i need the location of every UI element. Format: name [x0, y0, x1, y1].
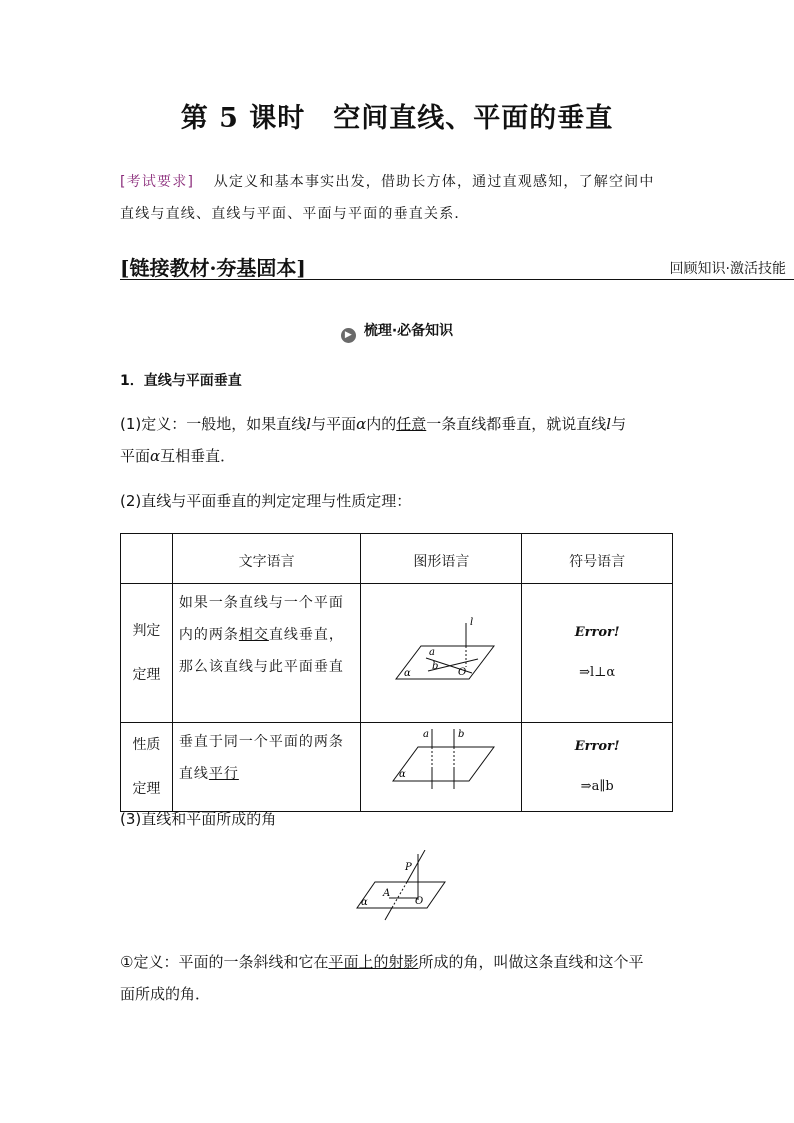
row-figure: [361, 584, 522, 723]
requirement-tag: [考试要求]: [120, 174, 195, 190]
table-header-empty: [121, 534, 173, 584]
row-figure: [361, 723, 522, 812]
page-title: 第 5 课时 空间直线、平面的垂直: [180, 103, 614, 134]
table-header-cell: 文字语言: [172, 534, 361, 584]
fig-label: a: [429, 647, 436, 658]
def-text-c: 内的: [366, 415, 397, 433]
row-label: [121, 584, 173, 723]
fig-label: b: [432, 661, 439, 672]
table-header-cell: 符号语言: [522, 534, 673, 584]
row-text-a: 如果一条直线与一个平面内的两条: [178, 595, 344, 643]
fig-label: α: [399, 769, 407, 780]
def-symbol-l: l: [306, 415, 312, 433]
def-symbol-alpha2: α: [150, 447, 161, 465]
theorem-table: [120, 533, 673, 812]
oblique-line-hidden: [393, 882, 407, 906]
subheading: [0, 320, 794, 343]
section-divider: [120, 279, 794, 280]
fig-label: a: [423, 729, 430, 740]
perpendicular-judgment-diagram: [366, 601, 516, 701]
symbol-result: ⇒a∥b: [580, 779, 614, 794]
angle-def-a: ①定义：平面的一条斜线和它在: [120, 953, 329, 971]
subheading-text: 梳理·必备知识: [363, 323, 454, 339]
row-label-top: 性质: [132, 737, 161, 753]
def-underlined-any: 任意: [396, 415, 427, 433]
fig-label: b: [458, 729, 465, 740]
error-text: Error!: [574, 739, 620, 754]
def-text-g: 互相垂直．: [160, 447, 236, 465]
table-row: [121, 723, 673, 812]
def-symbol-alpha: α: [356, 415, 367, 433]
row-text-a: 垂直于同一个平面的两条直线: [178, 734, 344, 782]
plane-alpha: [357, 882, 445, 908]
def-text-a: (1)定义：一般地，如果直线: [120, 415, 307, 433]
requirement-text-line2: 直线与直线、直线与平面、平面与平面的垂直关系．: [120, 206, 470, 222]
fig-label: l: [470, 617, 474, 628]
def-text-d: 一条直线都垂直，就说直线: [426, 415, 607, 433]
table-header-row: [121, 534, 673, 584]
fig-label: α: [404, 668, 412, 679]
table-header-cell: 图形语言: [361, 534, 522, 584]
angle-title: (3)直线和平面所成的角: [120, 810, 277, 828]
symbol-result: ⇒l⊥α: [579, 665, 616, 680]
row-text: [172, 723, 361, 812]
def-text-e: 与: [611, 415, 627, 433]
angle-def-underlined: 平面上的射影: [328, 953, 419, 971]
row-text-b: 直线垂直，那么该直线与此平面垂直: [178, 627, 344, 675]
row-symbol: [522, 723, 673, 812]
row-label-bottom: 定理: [132, 781, 161, 797]
row-label-top: 判定: [132, 623, 161, 639]
fig-label: O: [415, 896, 424, 907]
plane-alpha: [393, 747, 494, 781]
row-label-bottom: 定理: [132, 667, 161, 683]
angle-def-b: 所成的角，叫做这条直线和这个平: [418, 953, 644, 971]
section-right-label: 回顾知识·激活技能: [669, 261, 786, 277]
perpendicular-property-diagram: [366, 725, 516, 805]
row-label: [121, 723, 173, 812]
row-symbol: [522, 584, 673, 723]
def-symbol-l2: l: [606, 415, 612, 433]
play-icon: ▶: [341, 328, 356, 343]
fig-label: P: [405, 862, 412, 873]
fig-label: α: [361, 897, 368, 908]
table-row: [121, 584, 673, 723]
line-plane-angle-diagram: [345, 850, 455, 925]
point1-definition: [120, 408, 680, 472]
error-text: Error!: [574, 625, 620, 640]
angle-definition: [120, 946, 680, 1010]
angle-def-c: 面所成的角．: [120, 985, 211, 1003]
row-text: [172, 584, 361, 723]
theorem-intro: (2)直线与平面垂直的判定定理与性质定理：: [120, 492, 412, 510]
fig-label: A: [383, 888, 391, 899]
row-text-underlined: 相交: [238, 627, 269, 643]
row-text-underlined: 平行: [208, 766, 239, 782]
exam-requirement: [120, 166, 680, 230]
def-text-f: 平面: [120, 447, 151, 465]
def-text-b: 与平面: [311, 415, 357, 433]
point1-title: 1．直线与平面垂直: [120, 373, 242, 389]
fig-label: O: [458, 667, 467, 678]
requirement-text-line1: 从定义和基本事实出发，借助长方体，通过直观感知，了解空间中: [213, 174, 655, 190]
section-heading: [链接教材·夯基固本]: [120, 256, 306, 280]
